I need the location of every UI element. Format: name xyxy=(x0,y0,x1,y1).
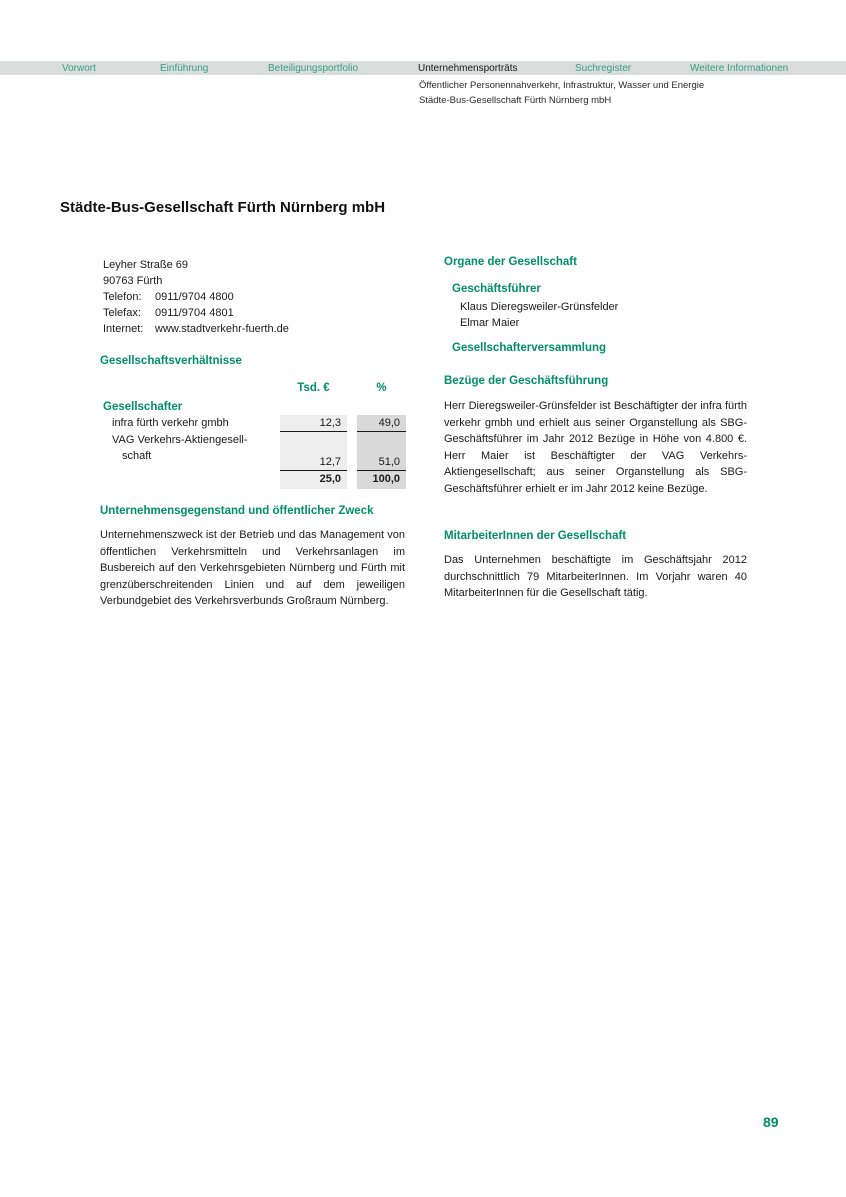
page-number: 89 xyxy=(763,1114,779,1130)
company-address xyxy=(103,257,289,337)
table-header-row xyxy=(100,382,406,395)
manager-list xyxy=(460,299,747,331)
total-pct-value: 100,0 xyxy=(357,471,406,489)
total-label-empty xyxy=(100,471,280,489)
section-heading-unternehmensgegenstand: Unternehmensgegenstand und öffentlicher Zweck xyxy=(100,505,374,517)
section-mitarbeiter xyxy=(444,530,747,602)
shareholder-pct-value: 49,0 xyxy=(357,415,406,432)
table-row xyxy=(100,432,406,471)
breadcrumb-company: Städte-Bus-Gesellschaft Fürth Nürnberg mbH xyxy=(419,95,612,106)
website-link[interactable]: www.stadtverkehr-fuerth.de xyxy=(155,323,289,335)
fax-label: Telefax: xyxy=(103,307,141,319)
top-navbar xyxy=(0,61,846,75)
phone-value: 0911/9704 4800 xyxy=(155,291,234,303)
purpose-paragraph: Unternehmenszweck ist der Betrieb und das Management von öffentlichen Verkehrsmitteln und Verkehrsanlagen im Busbereich auf den Verkehrsgebieten Nürnberg und Fürth mit grenzüberschreitenden Linien und auf dem jeweiligen Verbundgebiet des Verkehrsverbunds Großraum Nürnberg. xyxy=(100,529,405,607)
nav-item-unternehmensportraets[interactable]: Unternehmensporträts xyxy=(418,62,518,74)
total-tsd-value: 25,0 xyxy=(280,471,347,489)
nav-item-suchregister[interactable]: Suchregister xyxy=(575,62,632,74)
shareholder-tsd-value: 12,3 xyxy=(280,415,347,432)
table-row xyxy=(100,415,406,432)
fax-value: 0911/9704 4801 xyxy=(155,307,234,319)
table-group-label: Gesellschafter xyxy=(103,401,183,413)
shareholders-table xyxy=(100,382,406,489)
shareholder-name xyxy=(100,432,280,471)
page-title: Städte-Bus-Gesellschaft Fürth Nürnberg mbH xyxy=(60,199,386,216)
breadcrumb-category: Öffentlicher Personennahverkehr, Infrastruktur, Wasser und Energie xyxy=(419,80,705,91)
table-total-row xyxy=(100,471,406,489)
address-city: 90763 Fürth xyxy=(103,275,163,287)
contact-fax xyxy=(103,305,289,321)
manager-name: Elmar Maier xyxy=(460,317,520,329)
shareholder-name-line1: VAG Verkehrs-Aktiengesell- xyxy=(112,434,248,446)
shareholder-name-line2: schaft xyxy=(122,450,152,462)
section-purpose xyxy=(100,505,405,610)
address-street: Leyher Straße 69 xyxy=(103,259,188,271)
contact-internet xyxy=(103,321,289,337)
column-header-pct: % xyxy=(376,382,387,394)
internet-label: Internet: xyxy=(103,323,144,335)
nav-item-beteiligungsportfolio[interactable]: Beteiligungsportfolio xyxy=(268,62,359,74)
shareholder-tsd-value: 12,7 xyxy=(280,432,347,471)
nav-item-vorwort[interactable]: Vorwort xyxy=(62,62,96,74)
table-header-spacer xyxy=(100,382,280,395)
section-organe xyxy=(444,256,747,497)
nav-item-einfuehrung[interactable]: Einführung xyxy=(160,62,209,74)
shareholder-pct-value: 51,0 xyxy=(357,432,406,471)
nav-item-weitere-informationen[interactable]: Weitere Informationen xyxy=(690,62,789,74)
subheading-gesellschafterversammlung: Gesellschafterversammlung xyxy=(452,342,607,354)
contact-phone xyxy=(103,289,289,305)
column-header-tsd: Tsd. € xyxy=(297,382,330,394)
section-heading-organe: Organe der Gesellschaft xyxy=(444,256,577,268)
remuneration-paragraph: Herr Dieregsweiler-Grünsfelder ist Beschäftigter der infra fürth verkehr gmbh und erhielt aus seiner Organstellung als SBG-Geschäftsführer im Jahr 2012 Bezüge in Höhe von 4.800 €. Herr Maier ist Beschäftigter der VAG Verkehrs-Aktiengesellschaft; aus seiner Organstellung als SBG-Geschäftsführer erhielt er im Jahr 2012 keine Bezüge. xyxy=(444,400,747,495)
section-heading-mitarbeiter: MitarbeiterInnen der Gesellschaft xyxy=(444,530,627,542)
employees-paragraph: Das Unternehmen beschäftigte im Geschäftsjahr 2012 durchschnittlich 79 MitarbeiterInnen. Im Vorjahr waren 40 MitarbeiterInnen für die Gesellschaft tätig. xyxy=(444,554,747,599)
section-heading-bezuege: Bezüge der Geschäftsführung xyxy=(444,375,609,387)
section-heading-gesellschaftsverhaeltnisse: Gesellschaftsverhältnisse xyxy=(100,355,242,367)
subheading-geschaeftsfuehrer: Geschäftsführer xyxy=(452,283,541,295)
manager-name: Klaus Dieregsweiler-Grünsfelder xyxy=(460,301,619,313)
shareholder-name: infra fürth verkehr gmbh xyxy=(112,417,229,429)
phone-label: Telefon: xyxy=(103,291,142,303)
